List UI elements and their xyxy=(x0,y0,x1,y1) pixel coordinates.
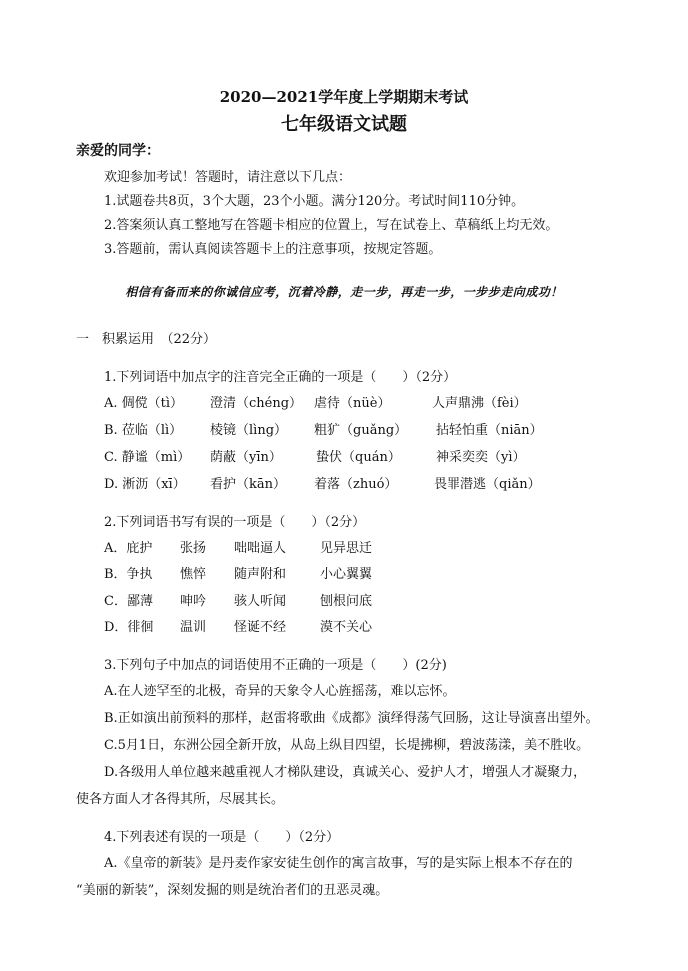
q1-d-4: 畏罪潜逃（qiǎn） xyxy=(434,477,541,492)
q1-c-3: 蛰伏（quán） xyxy=(316,450,401,465)
q1-option-a xyxy=(104,392,624,410)
exam-subtitle: 七年级语文试题 xyxy=(281,114,407,135)
q2-c-2: 呻吟 xyxy=(180,594,207,609)
q1-c-2: 荫蔽（yīn） xyxy=(210,450,282,465)
q2-c-4: 刨根问底 xyxy=(320,594,373,609)
q2-b-2: 憔悴 xyxy=(180,567,207,582)
q2-b-4: 小心翼翼 xyxy=(320,567,373,582)
q2-c-1: C．鄙薄 xyxy=(104,594,153,609)
q1-c-1: C. 静谧（mì） xyxy=(104,450,191,465)
q2-d-4: 漠不关心 xyxy=(320,620,373,635)
q2-stem: 2.下列词语书写有误的一项是（ ）（2分） xyxy=(104,515,366,530)
q1-b-1: B. 莅临（lì） xyxy=(104,423,183,438)
q1-a-4: 人声鼎沸（fèi） xyxy=(432,396,527,411)
q3-option-c: C.5月1日，东洲公园全新开放，从岛上纵目四望，长堤拂柳，碧波荡漾，美不胜收。 xyxy=(104,738,590,753)
q4-stem: 4.下列表述有误的一项是（ ）（2分） xyxy=(104,830,340,845)
q1-d-2: 看护（kān） xyxy=(210,477,287,492)
section-title: 一 积累运用 （22分） xyxy=(76,332,217,347)
q4-option-a-cont: “美丽的新装”，深刻发掘的则是统治者们的丑恶灵魂。 xyxy=(76,883,389,898)
q2-option-a xyxy=(104,537,524,555)
q1-b-4: 拈轻怕重（niān） xyxy=(436,423,543,438)
q2-b-3: 随声附和 xyxy=(234,567,287,582)
q2-option-d xyxy=(104,616,524,634)
motto: 相信有备而来的你诚信应考，沉着冷静，走一步，再走一步，一步步走向成功！ xyxy=(125,285,563,299)
q3-option-b: B.正如演出前预料的那样，赵雷将歌曲《成都》演绎得荡气回肠，这让导演喜出望外。 xyxy=(104,711,599,726)
q2-a-2: 张扬 xyxy=(180,541,207,556)
q2-a-4: 见异思迁 xyxy=(320,541,373,556)
q2-b-1: B．争执 xyxy=(104,567,153,582)
q2-d-3: 怪诞不经 xyxy=(234,620,287,635)
q1-stem: 1.下列词语中加点字的注音完全正确的一项是（ ）（2分） xyxy=(104,370,457,385)
q1-d-1: D. 淅沥（xī） xyxy=(104,477,186,492)
q1-a-3: 虐待（nüè） xyxy=(314,396,391,411)
note-3: 3.答题前，需认真阅读答题卡上的注意事项，按规定答题。 xyxy=(104,242,442,257)
note-2: 2.答案须认真工整地写在答题卡相应的位置上，写在试卷上、草稿纸上均无效。 xyxy=(104,218,559,233)
q4-option-a: A.《皇帝的新装》是丹麦作家安徒生创作的寓言故事，写的是实际上根本不存在的 xyxy=(104,856,573,871)
q1-a-1: A. 倜傥（tì） xyxy=(104,396,184,411)
q3-stem: 3.下列句子中加点的词语使用不正确的一项是（ ）(2分) xyxy=(104,658,447,673)
q2-d-2: 温训 xyxy=(180,620,207,635)
q3-option-d: D.各级用人单位越来越重视人才梯队建设，真诚关心、爱护人才，增强人才凝聚力， xyxy=(104,765,587,780)
exam-title: 2020—2021学年度上学期期末考试 xyxy=(219,88,469,106)
q2-a-1: A．庇护 xyxy=(104,541,153,556)
q1-d-3: 着落（zhuó） xyxy=(314,477,398,492)
q3-option-d-cont: 使各方面人才各得其所，尽展其长。 xyxy=(76,792,285,807)
q2-option-c xyxy=(104,590,524,608)
q1-c-4: 神采奕奕（yì） xyxy=(436,450,526,465)
q1-a-2: 澄清（chéng） xyxy=(210,396,303,411)
welcome-text: 欢迎参加考试！答题时，请注意以下几点： xyxy=(104,170,352,185)
q2-c-3: 骇人听闻 xyxy=(234,594,287,609)
q3-option-a: A.在人迹罕至的北极，奇异的天象令人心旌摇荡，难以忘怀。 xyxy=(104,684,456,699)
q2-a-3: 咄咄逼人 xyxy=(234,541,287,556)
q1-b-3: 粗犷（guǎng） xyxy=(314,423,408,438)
note-1: 1.试题卷共8页，3个大题，23个小题。满分120分。考试时间110分钟。 xyxy=(104,194,525,209)
q1-option-d xyxy=(104,473,624,491)
q1-b-2: 棱镜（lìng） xyxy=(210,423,288,438)
q2-option-b xyxy=(104,563,524,581)
greeting: 亲爱的同学： xyxy=(76,143,160,159)
q2-d-1: D．徘徊 xyxy=(104,620,154,635)
q1-option-b xyxy=(104,419,624,437)
q1-option-c xyxy=(104,446,624,464)
